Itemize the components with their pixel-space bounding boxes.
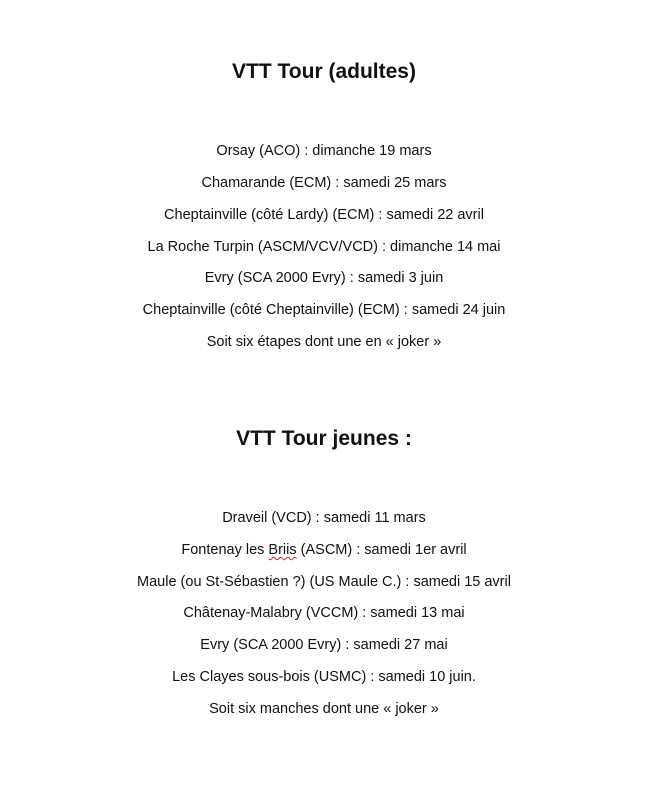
event-line: Les Clayes sous-bois (USMC) : samedi 10 juin. [172, 669, 476, 685]
event-line: Draveil (VCD) : samedi 11 mars [222, 510, 426, 526]
event-line [0, 541, 648, 559]
event-line: Orsay (ACO) : dimanche 19 mars [216, 143, 432, 159]
event-line: La Roche Turpin (ASCM/VCV/VCD) : dimanche 14 mai [147, 239, 501, 255]
summary-line: Soit six manches dont une « joker » [209, 701, 439, 717]
event-line: Evry (SCA 2000 Evry) : samedi 27 mai [200, 637, 448, 653]
summary-line: Soit six étapes dont une en « joker » [206, 334, 442, 350]
event-line: Cheptainville (côté Lardy) (ECM) : samedi 22 avril [164, 207, 484, 223]
section-title-adults: VTT Tour (adultes) [232, 60, 416, 83]
misspelled-word[interactable]: Briis [268, 542, 297, 558]
event-line: Châtenay-Malabry (VCCM) : samedi 13 mai [183, 605, 465, 621]
event-line-text: (ASCM) : samedi 1er avril [296, 542, 467, 558]
event-line: Cheptainville (côté Cheptainville) (ECM) : samedi 24 juin [142, 302, 506, 318]
event-line: Maule (ou St-Sébastien ?) (US Maule C.) : samedi 15 avril [137, 574, 511, 590]
section-title-youth: VTT Tour jeunes : [236, 427, 412, 450]
event-line-text: Fontenay les [181, 542, 269, 558]
event-line: Evry (SCA 2000 Evry) : samedi 3 juin [204, 270, 444, 286]
event-line: Chamarande (ECM) : samedi 25 mars [201, 175, 447, 191]
